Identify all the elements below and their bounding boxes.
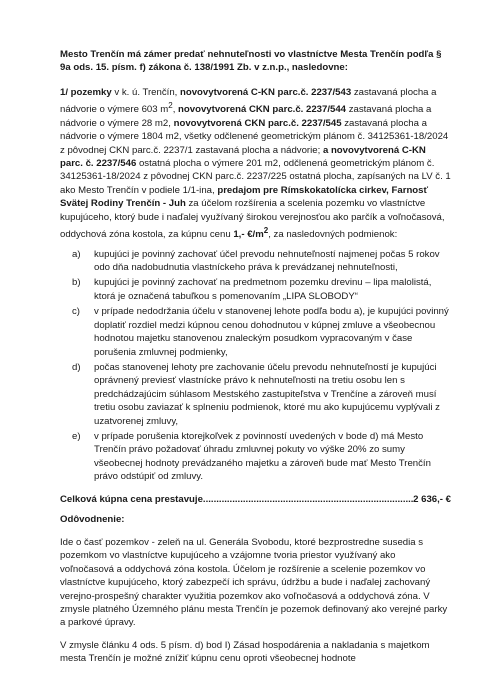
buyer-name: predajom pre Rímskokatolícka cirkev, Farnosť Svätej Rodiny Trenčín - Juh — [60, 184, 429, 210]
condition-item — [60, 248, 451, 275]
condition-label: e) — [72, 430, 81, 442]
condition-text: v prípade nedodržania účelu v stanovenej lehote podľa bodu a), je kupujúci povinný doplatiť rozdiel medzi kúpnou cenou dohodnutou v kúpnej zmluve a všeobecnou hodnotou majetku stanovenou znaleckým posudkom vypracovaným v čase porušenia zmluvnej podmienky, — [94, 306, 449, 358]
section-1-number: 1/ pozemky — [60, 86, 112, 98]
parcel-2237-543: novovytvorená C-KN parc.č. 2237/543 — [179, 86, 352, 98]
cadastral-area-text: v k. ú. Trenčín, — [111, 86, 180, 98]
unit-price: 1,- €/m — [233, 229, 264, 241]
total-price-value: 2 636,- € — [413, 493, 451, 505]
parcel-2237-544: novovytvorená CKN parc.č. 2237/544 — [178, 104, 347, 116]
parcel-544-area-text: zastavaná plocha a nádvorie o výmere 28 m2, — [60, 104, 432, 129]
purpose-text: za účelom rozšírenia a scelenia pozemku vo vlastníctve kupujúceho, ktorý bude i naďalej využívaný širokou verejnosťou ako parčík a voľnočasová, oddychová zóna kostola, za kúpnu cenu — [60, 198, 445, 241]
conditions-intro: , za nasledovných podmienok: — [268, 229, 398, 241]
parcel-2237-545: novovytvorená CKN parc.č. 2237/545 — [173, 117, 342, 129]
superscript-2: 2 — [168, 101, 173, 111]
conditions-list — [60, 248, 451, 484]
parcel-2237-546: a novovytvorená C-KN parc. č. 2237/546 — [60, 144, 426, 170]
condition-label: b) — [72, 277, 81, 289]
parcel-545-area-text: zastavaná plocha a nádvorie o výmere 1804 m2, všetky odčlenené geometrickým plánom č. 34125361-18/2024 z pôvodnej CKN parc.č. 2237/1 zastavaná plocha a nádvorie; — [60, 117, 449, 156]
section-1-paragraph — [60, 86, 451, 242]
condition-text: kupujúci je povinný zachovať na predmetnom pozemku drevinu – lipa malolistá, ktorá je označená tabuľkou s pomenovaním „LIPA SLOBODY“ — [94, 277, 432, 302]
parcel-546-area-text: ostatná plocha o výmere 201 m2, odčlenená geometrickým plánom č. 34125361-18/2024 z pôvodnej CKN parc.č. 2237/225 ostatná plocha, zapísaných na LV č. 1 ako Mesto Trenčín v podiele 1/1-ina, — [60, 158, 451, 196]
condition-item — [60, 430, 451, 484]
condition-label: c) — [72, 306, 80, 318]
reasoning-paragraph-2: V zmysle článku 4 ods. 5 písm. d) bod I) Zásad hospodárenia a nakladania s majetkom mesta Trenčín je možné znížiť kúpnu cenu oproti všeobecnej hodnote — [60, 639, 430, 665]
document-heading: Mesto Trenčín má zámer predať nehnuteľnosti vo vlastníctve Mesta Trenčín podľa § 9a ods. 15. písm. f) zákona č. 138/1991 Zb. v z.n.p., nasledovne: — [60, 49, 442, 74]
reasoning-heading: Odôvodnenie: — [60, 513, 125, 525]
condition-label: a) — [72, 248, 81, 260]
unit-price-superscript: 2 — [263, 226, 269, 236]
condition-label: d) — [72, 361, 81, 373]
reasoning-paragraph-1: Ide o časť pozemkov - zeleň na ul. Generála Svobodu, ktoré bezprostredne susedia s pozemkom vo vlastníctve kupujúceho a vzájomne tvoria priestor využívaný ako voľnočasová a oddychová zóna kostola. Účelom je rozšírenie a scelenie pozemkov vo vlastníctve kupujúceho, ktorý zabezpečí ich správu, údržbu a bude i naďalej zachovaný verejno-prospešný charakter využitia pozemkov ako voľnočasová a oddychová zóna. V zmysle platného Územného plánu mesta Trenčín je pozemok definovaný ako verejné parky a parkové úpravy. — [60, 536, 448, 629]
parcel-543-area-text: zastavaná plocha a nádvorie o výmere 603 m — [60, 86, 437, 116]
condition-item — [60, 276, 451, 303]
condition-item — [60, 361, 451, 428]
condition-text: počas stanovenej lehoty pre zachovanie účelu prevodu nehnuteľností je kupujúci oprávnený previesť vlastnícke právo k nehnuteľnosti na tretiu osobu len s predchádzajúcim súhlasom Mestského zastupiteľstva v Trenčíne a zároveň musí tretiu osobu zaviazať k splneniu podmienok, ktoré mu ako kupujúcemu vyplývali z uzatvorenej zmluvy, — [94, 361, 440, 427]
condition-item — [60, 305, 451, 359]
condition-text: v prípade porušenia ktorejkoľvek z povinností uvedených v bode d) má Mesto Trenčín právo požadovať úhradu zmluvnej pokuty vo výške 20% zo sumy všeobecnej hodnoty prevádzaného majetku a zároveň bude mať Mesto Trenčín právo odstúpiť od zmluvy. — [94, 430, 431, 483]
separator-text: , — [172, 104, 179, 116]
total-price-label: Celková kúpna cena prestavuje — [60, 493, 203, 505]
total-price-line — [60, 493, 451, 506]
condition-text: kupujúci je povinný zachovať účel prevodu nehnuteľností najmenej počas 5 rokov odo dňa nadobudnutia vlastníckeho práva k prevádzanej nehnuteľnosti, — [94, 248, 440, 274]
dot-leader — [203, 493, 413, 506]
